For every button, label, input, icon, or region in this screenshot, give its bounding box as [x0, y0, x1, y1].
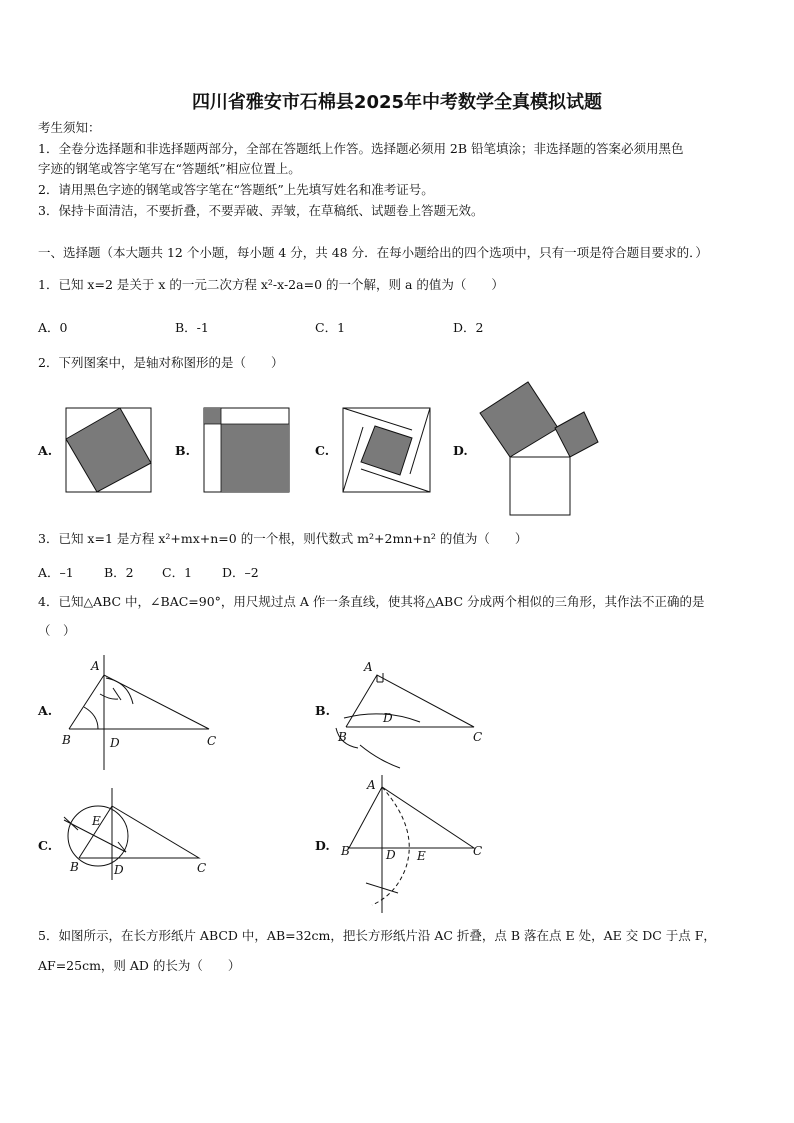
notice-item: 1．全卷分选择题和非选择题两部分，全部在答题纸上作答。选择题必须用 2B 铅笔填涂；非选择题的答案必须用黑色 [38, 141, 684, 156]
q4c-label-c: C [197, 861, 207, 875]
q2-option-c[interactable]: C. [315, 443, 330, 458]
q4a-label-b: B [62, 733, 71, 747]
q1-option-b[interactable]: B．-1 [175, 320, 209, 335]
q4c-label-d: D [114, 863, 124, 877]
q4c-label-b: B [70, 860, 79, 874]
question-2-stem: 2．下列图案中，是轴对称图形的是（ ） [38, 355, 284, 370]
question-1-stem: 1．已知 x=2 是关于 x 的一元二次方程 x²-x-2a=0 的一个解，则 a 的值为（ ） [38, 277, 504, 292]
notice-item: 3．保持卡面清洁，不要折叠，不要弄破、弄皱，在草稿纸、试题卷上答题无效。 [38, 203, 484, 218]
q4-figure-d [349, 775, 474, 913]
q4d-label-b: B [341, 844, 350, 858]
q1-option-c[interactable]: C．1 [315, 320, 346, 335]
notice-item: 字迹的钢笔或答字笔写在“答题纸”相应位置上。 [38, 161, 301, 176]
q4-option-b[interactable]: B. [315, 703, 330, 718]
q1-option-a[interactable]: A．0 [38, 320, 68, 335]
q4-option-d[interactable]: D. [315, 838, 330, 853]
q3-option-a[interactable]: A．–1 [38, 565, 74, 580]
q3-option-d[interactable]: D．–2 [222, 565, 259, 580]
question-5-stem-cont: AF=25cm，则 AD 的长为（ ） [38, 958, 241, 973]
notice-heading: 考生须知： [38, 120, 101, 135]
q4d-label-e: E [417, 849, 426, 863]
q4-option-a[interactable]: A. [38, 703, 53, 718]
q4d-label-a: A [367, 778, 376, 792]
q4c-label-e: E [92, 814, 101, 828]
q2-option-d[interactable]: D. [453, 443, 468, 458]
page-title: 四川省雅安市石棉县2025年中考数学全真模拟试题 [191, 92, 603, 113]
q3-option-b[interactable]: B．2 [104, 565, 134, 580]
question-4-stem-cont: （ ） [38, 623, 76, 638]
q4-figure-a [69, 655, 209, 770]
q4b-label-b: B [338, 730, 347, 744]
q4-figure-b [336, 673, 474, 768]
question-5-stem: 5．如图所示，在长方形纸片 ABCD 中，AB=32cm，把长方形纸片沿 AC 折叠，点 B 落在点 E 处，AE 交 DC 于点 F， [38, 928, 716, 943]
q4-option-c[interactable]: C. [38, 838, 53, 853]
q4a-label-a: A [91, 659, 100, 673]
question-4-stem: 4．已知△ABC 中，∠BAC=90°，用尺规过点 A 作一条直线，使其将△ABC 分成两个相似的三角形，其作法不正确的是 [38, 594, 705, 609]
section-heading: 一、选择题（本大题共 12 个小题，每小题 4 分，共 48 分．在每小题给出的四个选项中，只有一项是符合题目要求的．） [38, 245, 708, 260]
q2-option-b[interactable]: B. [175, 443, 190, 458]
q2-option-a[interactable]: A. [38, 443, 53, 458]
q4a-label-c: C [207, 734, 217, 748]
q4a-label-d: D [110, 736, 120, 750]
q4b-label-a: A [364, 660, 373, 674]
q4-figure-c [64, 788, 199, 880]
q4d-label-d: D [386, 848, 396, 862]
q3-option-c[interactable]: C．1 [162, 565, 193, 580]
question-3-stem: 3．已知 x=1 是方程 x²+mx+n=0 的一个根，则代数式 m²+2mn+n² 的值为（ ） [38, 531, 528, 546]
q4b-label-c: C [473, 730, 483, 744]
q4d-label-c: C [473, 844, 483, 858]
q1-option-d[interactable]: D．2 [453, 320, 484, 335]
notice-item: 2．请用黑色字迹的钢笔或答字笔在“答题纸”上先填写姓名和准考证号。 [38, 182, 434, 197]
q4b-label-d: D [383, 711, 393, 725]
